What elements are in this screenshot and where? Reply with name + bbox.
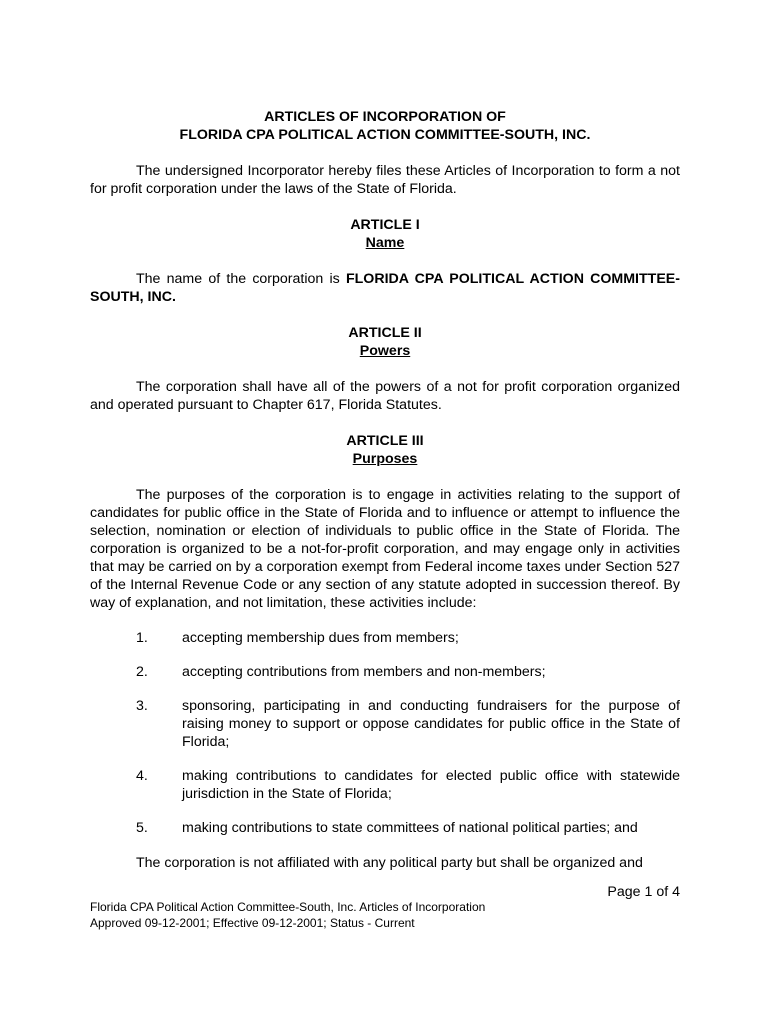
closing-paragraph: The corporation is not affiliated with any political party but shall be organized and [136,855,643,871]
page-footer [90,900,485,931]
intro-paragraph: The undersigned Incorporator hereby files these Articles of Incorporation to form a not for profit corporation under the laws of the State of Florida. [90,163,680,197]
list-item-number: 4. [136,768,148,784]
list-item [90,767,680,803]
list-item [90,663,680,681]
article-3-subheading: Purposes [352,451,418,467]
page-number: Page 1 of 4 [607,884,680,900]
article-1-paragraph [90,270,680,306]
article-1-heading: ARTICLE I [350,217,420,233]
list-item-number: 5. [136,820,148,836]
list-item [90,819,680,837]
article-3-heading: ARTICLE III [346,433,424,449]
article-1-text: The name of the corporation is [136,271,346,287]
document-title [90,108,680,144]
list-item-number: 3. [136,698,148,714]
article-2-heading: ARTICLE II [348,325,422,341]
list-item-text: making contributions to state committees of national political parties; and [182,820,638,836]
article-3-heading-block [90,432,680,468]
footer-line-1: Florida CPA Political Action Committee-South, Inc. Articles of Incorporation [90,900,486,914]
article-3-paragraph: The purposes of the corporation is to engage in activities relating to the support of candidates for public office in the State of Florida and to influence or attempt to influence the selection, nomination or election of individuals to public office in the State of Florida. The corporation is organized to be a not-for-profit corporation, and may engage only in activities that may be carried on by a corporation exempt from Federal income taxes under Section 527 of the Internal Revenue Code or any section of any statute adopted in succession thereof. By way of explanation, and not limitation, these activities include: [90,487,680,611]
article-2-subheading: Powers [359,343,411,359]
title-line-1: ARTICLES OF INCORPORATION OF [264,109,506,125]
list-item [90,629,680,647]
article-1-subheading: Name [365,235,405,251]
corporation-name: FLORIDA CPA POLITICAL ACTION COMMITTEE-SOUTH, INC. [90,271,680,305]
article-2-heading-block [90,324,680,360]
document-body [90,108,680,872]
footer-line-2: Approved 09-12-2001; Effective 09-12-2001; Status - Current [90,915,415,930]
list-item-number: 1. [136,630,148,646]
list-item-text: sponsoring, participating in and conducting fundraisers for the purpose of raising money to support or oppose candidates for public office in the State of Florida; [182,698,680,750]
list-item-number: 2. [136,664,148,680]
article-2-paragraph: The corporation shall have all of the powers of a not for profit corporation organized and operated pursuant to Chapter 617, Florida Statutes. [90,379,680,413]
article-1-heading-block [90,216,680,252]
list-item-text: making contributions to candidates for elected public office with statewide jurisdiction in the State of Florida; [182,768,680,802]
list-item-text: accepting contributions from members and non-members; [182,664,546,680]
title-line-2: FLORIDA CPA POLITICAL ACTION COMMITTEE-SOUTH, INC. [179,127,591,143]
list-item-text: accepting membership dues from members; [182,630,459,646]
list-item [90,697,680,751]
